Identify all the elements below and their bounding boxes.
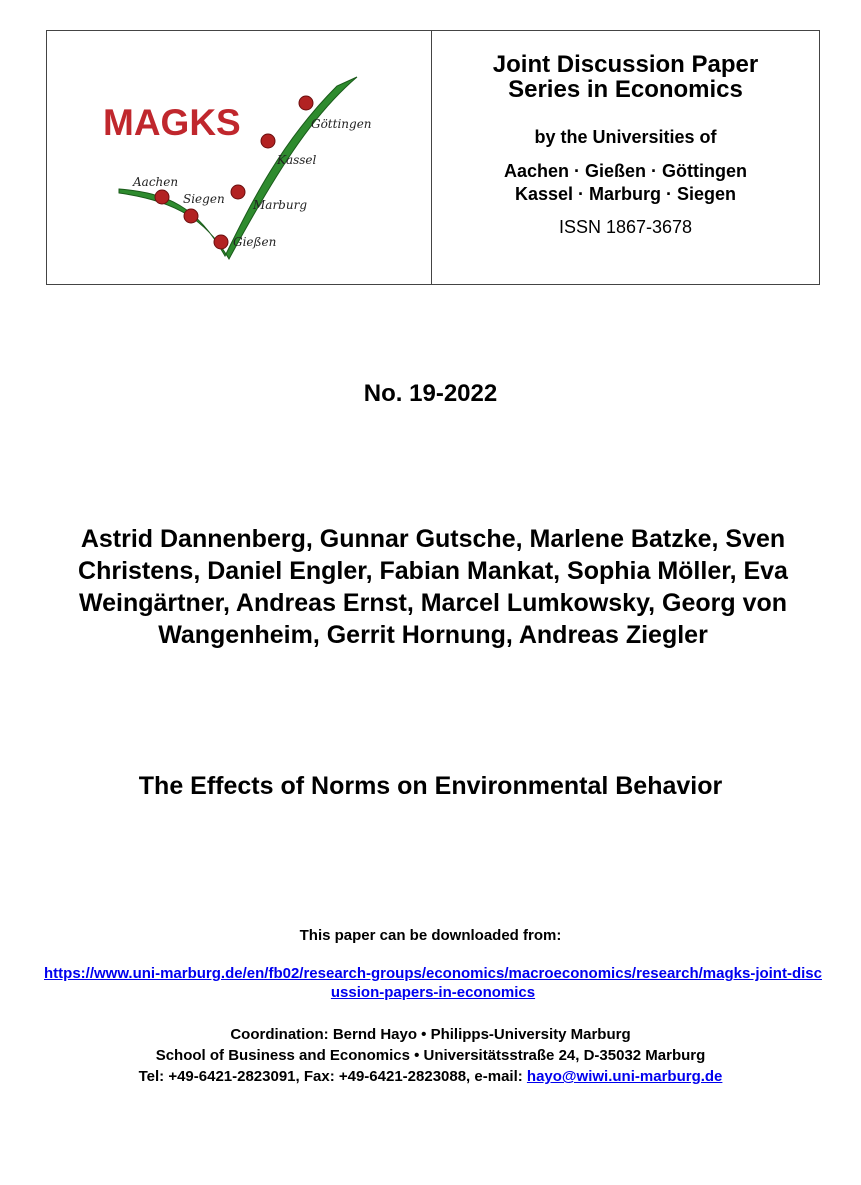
logo-city-label: Marburg <box>253 198 308 212</box>
logo-city-label: Kassel <box>277 153 317 167</box>
logo-city-label: Aachen <box>133 175 179 189</box>
logo-dot <box>214 235 228 249</box>
logo-city-label: Siegen <box>183 192 225 206</box>
magks-logo-graphic <box>47 31 431 284</box>
paper-number: No. 19-2022 <box>363 380 498 407</box>
header-box <box>46 30 820 285</box>
logo-dot <box>184 209 198 223</box>
universities-line: Kassel · Marburg · Siegen <box>514 184 737 204</box>
contact-line <box>0 1066 861 1087</box>
universities-line: Aachen · Gießen · Göttingen <box>503 161 747 181</box>
logo-wordmark: MAGKS <box>103 102 241 143</box>
coordination-line: Coordination: Bernd Hayo • Philipps-University Marburg <box>230 1026 631 1043</box>
coordination-block <box>0 1024 861 1087</box>
author-list: Astrid Dannenberg, Gunnar Gutsche, Marlene Batzke, Sven Christens, Daniel Engler, Fabian Mankat, Sophia Möller, Eva Weingärtner, Andreas Ernst, Marcel Lumkowsky, Georg von Wangenheim, Gerrit Hornung, Andreas Ziegler <box>78 525 788 649</box>
magks-logo <box>47 31 432 284</box>
logo-city-label: Göttingen <box>311 117 372 131</box>
logo-city-label: Gießen <box>233 235 277 249</box>
issn: ISSN 1867-3678 <box>558 217 693 237</box>
paper-title: The Effects of Norms on Environmental Behavior <box>138 772 723 800</box>
series-title <box>432 52 819 102</box>
download-note: This paper can be downloaded from: <box>299 927 562 944</box>
series-title-line: Joint Discussion Paper <box>492 51 759 78</box>
download-link[interactable]: https://www.uni-marburg.de/en/fb02/research-groups/economics/macroeconomics/research/magks-joint-discussion-papers-in-economics <box>44 965 822 1001</box>
series-info <box>432 31 819 284</box>
by-universities-label: by the Universities of <box>534 127 717 147</box>
logo-dot <box>155 190 169 204</box>
school-address: School of Business and Economics • Universitätsstraße 24, D-35032 Marburg <box>155 1047 706 1064</box>
contact-phone-fax: Tel: +49-6421-2823091, Fax: +49-6421-2823088, e-mail: <box>138 1068 527 1085</box>
logo-dot <box>299 96 313 110</box>
logo-dot <box>231 185 245 199</box>
email-link[interactable]: hayo@wiwi.uni-marburg.de <box>526 1068 723 1085</box>
logo-dot <box>261 134 275 148</box>
series-title-line: Series in Economics <box>508 76 743 103</box>
